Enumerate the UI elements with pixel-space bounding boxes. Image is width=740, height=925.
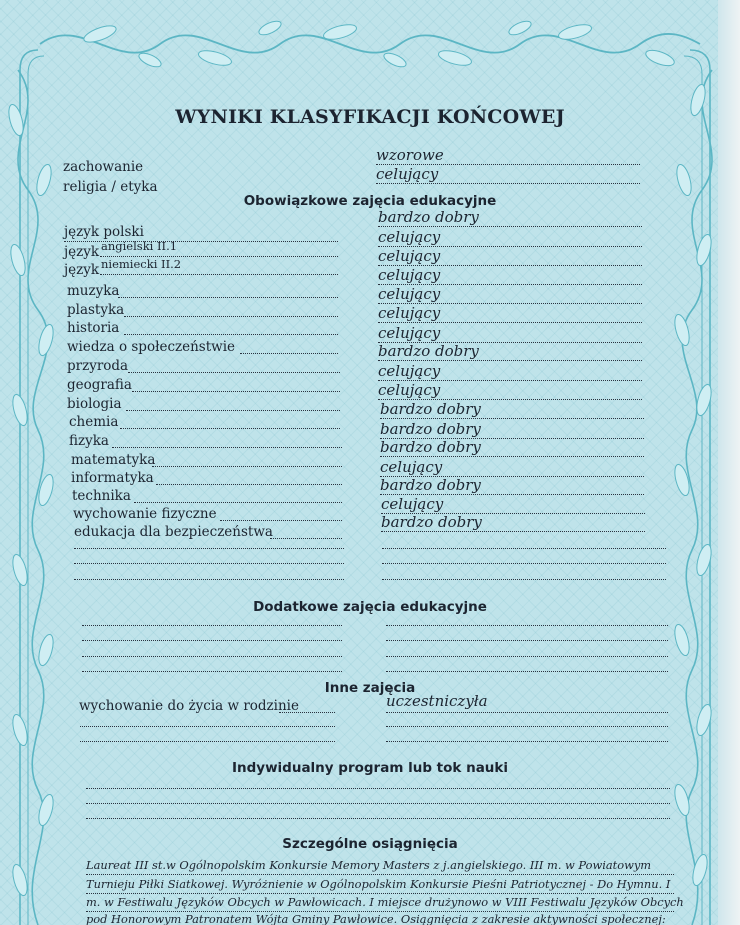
- dotted-line: [378, 360, 642, 361]
- subject-label: wychowanie fizyczne: [73, 506, 217, 522]
- empty-line: [80, 741, 335, 742]
- empty-line: [82, 640, 342, 641]
- dotted-line: [112, 447, 342, 448]
- dotted-line: [376, 183, 640, 184]
- dotted-line: [380, 456, 644, 457]
- subject-grade: bardzo dobry: [381, 513, 482, 531]
- dotted-line: [124, 316, 338, 317]
- empty-line: [386, 625, 668, 626]
- empty-line: [382, 548, 666, 549]
- dotted-line: [120, 428, 340, 429]
- achievements-line: Laureat III st.w Ogólnopolskim Konkursie Memory Masters z j.angielskiego. III m. w Powiatowym: [86, 858, 652, 872]
- dotted-line: [132, 391, 340, 392]
- subject-grade: bardzo dobry: [378, 208, 479, 226]
- empty-line: [82, 625, 342, 626]
- language-name: angielski II.1: [101, 239, 178, 253]
- empty-line: [382, 563, 666, 564]
- subject-grade: celujący: [378, 362, 441, 380]
- subject-grade: celujący: [378, 266, 441, 284]
- subject-grade: celujący: [378, 324, 441, 342]
- subject-label: język: [64, 262, 100, 278]
- dotted-line: [124, 334, 338, 335]
- additional-heading: Dodatkowe zajęcia edukacyjne: [253, 599, 487, 615]
- dotted-line: [156, 484, 342, 485]
- dotted-line: [240, 353, 338, 354]
- subject-label: wiedza o społeczeństwie: [67, 339, 236, 355]
- subject-grade: bardzo dobry: [380, 420, 481, 438]
- individual-heading: Indywidualny program lub tok nauki: [231, 760, 509, 776]
- subject-label: matematyka: [71, 452, 156, 468]
- mandatory-heading: Obowiązkowe zajęcia edukacyjne: [243, 193, 497, 209]
- subject-grade: celujący: [378, 247, 441, 265]
- empty-line: [86, 788, 670, 789]
- empty-line: [86, 803, 670, 804]
- dotted-line: [378, 226, 642, 227]
- subject-label: język polski: [64, 224, 144, 240]
- subject-grade: bardzo dobry: [380, 400, 481, 418]
- subject-grade: celujący: [381, 495, 444, 513]
- empty-line: [74, 548, 344, 549]
- other-heading: Inne zajęcia: [324, 680, 416, 696]
- dotted-line: [100, 274, 338, 275]
- religion-subject: religia / etyka: [63, 179, 158, 195]
- subject-grade: bardzo dobry: [380, 438, 481, 456]
- subject-label: język: [64, 244, 100, 260]
- empty-line: [386, 640, 668, 641]
- dotted-line: [152, 466, 342, 467]
- religion-grade: celujący: [376, 165, 439, 183]
- subject-label: informatyka: [71, 470, 154, 486]
- empty-line: [80, 726, 335, 727]
- subject-grade: celujący: [380, 458, 443, 476]
- subject-label: geografia: [67, 377, 132, 393]
- achievements-line: m. w Festiwalu Języków Obcych w Pawłowicach. I miejsce drużynowo w VIII Festiwalu Języków Obcych: [86, 895, 684, 909]
- subject-label: muzyka: [67, 283, 120, 299]
- subject-label: chemia: [69, 414, 119, 430]
- empty-line: [386, 671, 668, 672]
- other-grade: uczestniczyła: [386, 692, 488, 710]
- achievements-heading: Szczególne osiągnięcia: [282, 836, 458, 852]
- subject-grade: bardzo dobry: [378, 342, 479, 360]
- empty-line: [82, 671, 342, 672]
- empty-line: [74, 579, 344, 580]
- subject-grade: celujący: [378, 304, 441, 322]
- page-title: WYNIKI KLASYFIKACJI KOŃCOWEJ: [175, 106, 565, 128]
- dotted-line: [381, 531, 645, 532]
- dotted-line: [86, 893, 674, 894]
- empty-line: [386, 726, 668, 727]
- subject-label: technika: [72, 488, 131, 504]
- dotted-line: [126, 410, 340, 411]
- dotted-line: [220, 520, 342, 521]
- dotted-line: [270, 538, 342, 539]
- dotted-line: [128, 372, 340, 373]
- behavior-subject: zachowanie: [63, 159, 144, 175]
- empty-line: [386, 741, 668, 742]
- paper-edge: [718, 0, 740, 925]
- subject-label: plastyka: [67, 302, 125, 318]
- empty-line: [386, 656, 668, 657]
- achievements-line: Turnieju Piłki Siatkowej. Wyróżnienie w Ogólnopolskim Konkursie Pieśni Patriotycznej - Do Hymnu. I: [86, 877, 671, 891]
- achievements-line: pod Honorowym Patronatem Wójta Gminy Pawłowice. Osiągnięcia z zakresie aktywności społecznej:: [86, 912, 666, 925]
- dotted-line: [279, 712, 335, 713]
- dotted-line: [378, 322, 642, 323]
- subject-grade: celujący: [378, 285, 441, 303]
- empty-line: [86, 818, 670, 819]
- language-name: niemiecki II.2: [101, 257, 182, 271]
- subject-grade: celujący: [378, 381, 441, 399]
- dotted-line: [118, 297, 338, 298]
- empty-line: [82, 656, 342, 657]
- subject-grade: bardzo dobry: [380, 476, 481, 494]
- other-subject: wychowanie do życia w rodzinie: [79, 698, 299, 714]
- empty-line: [74, 563, 344, 564]
- dotted-line: [134, 502, 342, 503]
- dotted-line: [380, 418, 644, 419]
- subject-label: biologia: [67, 396, 122, 412]
- dotted-line: [86, 874, 674, 875]
- subject-label: edukacja dla bezpieczeństwa: [74, 524, 273, 540]
- empty-line: [382, 579, 666, 580]
- subject-label: historia: [67, 320, 120, 336]
- subject-label: fizyka: [69, 433, 109, 449]
- subject-grade: celujący: [378, 228, 441, 246]
- dotted-line: [386, 712, 668, 713]
- behavior-grade: wzorowe: [376, 146, 444, 164]
- subject-label: przyroda: [67, 358, 129, 374]
